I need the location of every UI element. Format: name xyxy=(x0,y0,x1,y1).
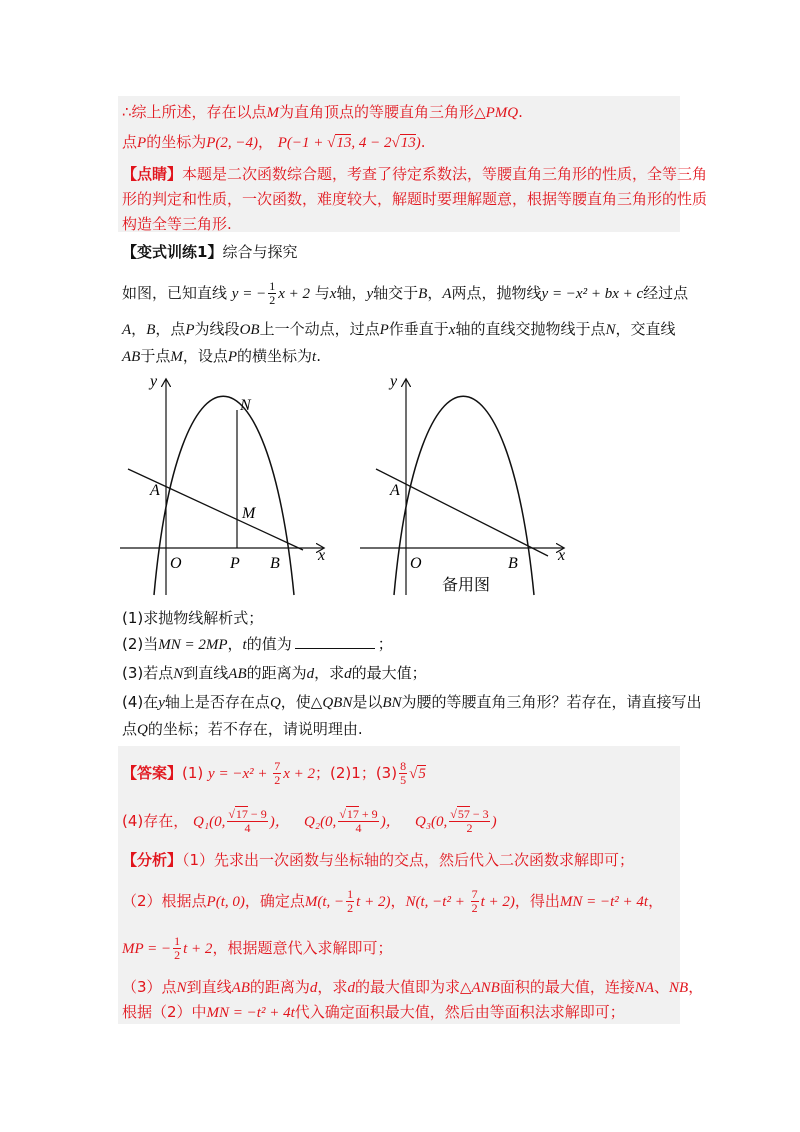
question-4-line-2: 点Q的坐标；若不存在，请说明理由. xyxy=(122,720,363,738)
fraction-one-half: $\frac{1}{2}$ xyxy=(269,279,276,307)
label-b: B xyxy=(270,555,280,572)
question-2: (2)当MN = 2MP，t的值为 ； xyxy=(122,635,393,653)
label-a: A xyxy=(150,482,160,499)
q1-fraction: $\frac{√17 - 9}{4}$ xyxy=(228,807,267,835)
label-p: P xyxy=(230,555,240,572)
label-n: N xyxy=(240,397,251,414)
q3-fraction: $\frac{√57 - 3}{2}$ xyxy=(450,807,489,835)
q2-fraction: $\frac{√17 + 9}{4}$ xyxy=(339,807,378,835)
problem-line-2: A，B，点P为线段OB上一个动点，过点P作垂直于x轴的直线交抛物线于点N，交直线 xyxy=(122,320,676,338)
fraction-eight-fifths: $\frac{8}{5}$ xyxy=(400,759,407,787)
figure-left xyxy=(118,370,338,600)
analysis-line-2: （2）根据点P(t, 0)，确定点M(t, − $\frac{1}{2}$ t + 2)，N(t, −t² + $\frac{7}{2}$ t + 2)，得出MN = −t² + 4t， xyxy=(122,887,664,915)
label-y: y xyxy=(150,373,158,390)
summary-line-1: ∴综上所述，存在以点M为直角顶点的等腰直角三角形△PMQ. xyxy=(122,103,523,121)
question-1: (1)求抛物线解析式； xyxy=(122,609,264,627)
label-o: O xyxy=(170,555,182,572)
problem-heading: 【变式训练1】综合与探究 xyxy=(122,243,298,261)
problem-line-1: 如图，已知直线 y = − $\frac{1}{2}$ x + 2 与x轴，y轴交于B，A两点，抛物线y = −x² + bx + c经过点 xyxy=(122,279,689,307)
summary-line-2: 点P的坐标为P(2, −4)， P(−1 + √13, 4 − 2√13). xyxy=(122,133,426,151)
label-x: x xyxy=(558,547,566,564)
label-x: x xyxy=(318,547,326,564)
label-m: M xyxy=(242,505,256,522)
answer-blank xyxy=(295,648,375,649)
figure-caption: 备用图 xyxy=(442,575,491,594)
note-line-3: 构造全等三角形. xyxy=(122,215,232,233)
note-line-1: 【点睛】本题是二次函数综合题，考查了待定系数法，等腰直角三角形的性质，全等三角 xyxy=(122,165,708,183)
figure-right xyxy=(358,370,578,600)
analysis-line-4: （3）点N到直线AB的距离为d，求d的最大值即为求△ANB面积的最大值，连接NA、NB， xyxy=(122,978,704,996)
problem-line-3: AB于点M，设点P的横坐标为t. xyxy=(122,347,321,365)
answer-line-2: (4)存在， Q₁(0, $\frac{√17 - 9}{4}$ )， Q₂(0, $\frac{√17 + 9}{4}$ )， Q₃(0, $\frac{√57 - 3}{2}$ ) xyxy=(122,807,497,835)
coord-2: P(−1 + √13, 4 − 2√13) xyxy=(277,135,421,151)
fraction-seven-halves: $\frac{7}{2}$ xyxy=(274,759,281,787)
label-y: y xyxy=(390,373,398,390)
label-b: B xyxy=(508,555,518,572)
answer-line-1: 【答案】(1) y = −x² + $\frac{7}{2}$ x + 2；(2)1；(3) $\frac{8}{5}$ √5 xyxy=(122,759,426,787)
question-3: (3)若点N到直线AB的距离为d，求d的最大值； xyxy=(122,664,427,682)
question-4: (4)在y轴上是否存在点Q，使△QBN是以BN为腰的等腰直角三角形？若存在，请直接写出 xyxy=(122,693,702,711)
note-line-2: 形的判定和性质，一次函数，难度较大，解题时要理解题意，根据等腰直角三角形的性质 xyxy=(122,190,708,208)
analysis-line-5: 根据（2）中MN = −t² + 4t代入确定面积最大值，然后由等面积法求解即可； xyxy=(122,1003,625,1021)
analysis-line-1: 【分析】（1）先求出一次函数与坐标轴的交点，然后代入二次函数求解即可； xyxy=(122,851,635,869)
label-a: A xyxy=(390,482,400,499)
label-o: O xyxy=(410,555,422,572)
analysis-line-3: MP = − $\frac{1}{2}$ t + 2，根据题意代入求解即可； xyxy=(122,934,393,962)
